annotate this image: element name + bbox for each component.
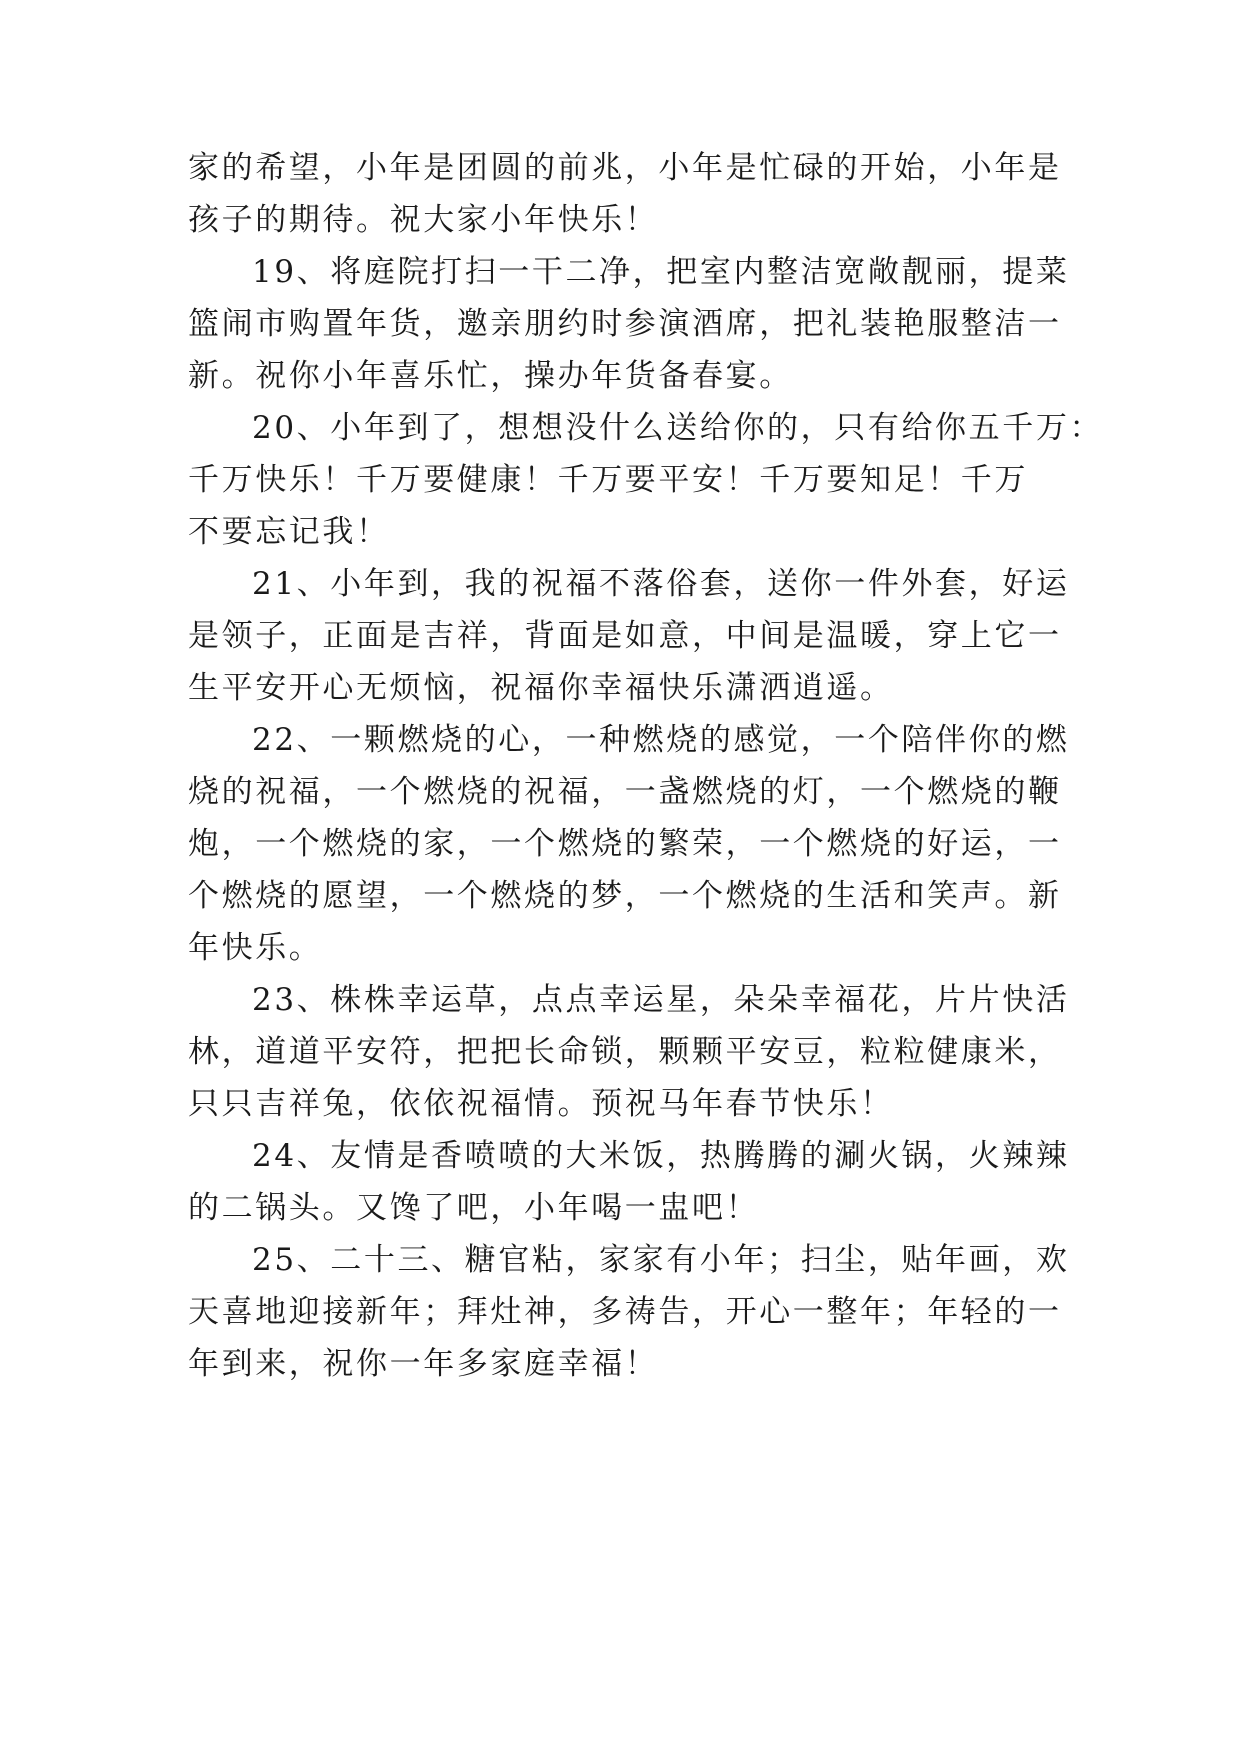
paragraph-24-start: 24、友情是香喷喷的大米饭，热腾腾的涮火锅，火辣辣 (252, 1138, 1070, 1174)
text-line: 新。祝你小年喜乐忙，操办年货备春宴。 (188, 358, 793, 394)
text-line: 千万快乐！千万要健康！千万要平安！千万要知足！千万 (188, 462, 1028, 498)
text-line: 篮闹市购置年货，邀亲朋约时参演酒席，把礼装艳服整洁一 (188, 306, 1062, 342)
text-line: 个燃烧的愿望，一个燃烧的梦，一个燃烧的生活和笑声。新 (188, 878, 1062, 914)
text-line: 林，道道平安符，把把长命锁，颗颗平安豆，粒粒健康米， (188, 1034, 1062, 1070)
text-line: 年到来，祝你一年多家庭幸福！ (188, 1346, 659, 1382)
paragraph-20-start: 20、小年到了，想想没什么送给你的，只有给你五千万： (252, 410, 1104, 446)
text-line: 年快乐。 (188, 930, 323, 966)
text-line: 的二锅头。又馋了吧，小年喝一盅吧！ (188, 1190, 760, 1226)
paragraph-23-start: 23、株株幸运草，点点幸运星，朵朵幸福花，片片快活 (252, 982, 1070, 1018)
text-line: 烧的祝福，一个燃烧的祝福，一盏燃烧的灯，一个燃烧的鞭 (188, 774, 1062, 810)
text-line: 只只吉祥兔，依依祝福情。预祝马年春节快乐！ (188, 1086, 894, 1122)
paragraph-22-start: 22、一颗燃烧的心，一种燃烧的感觉，一个陪伴你的燃 (252, 722, 1070, 758)
text-line: 不要忘记我！ (188, 514, 390, 550)
paragraph-19-start: 19、将庭院打扫一干二净，把室内整洁宽敞靓丽，提菜 (252, 254, 1070, 290)
text-line: 家的希望，小年是团圆的前兆，小年是忙碌的开始，小年是 (188, 150, 1062, 186)
text-line: 炮，一个燃烧的家，一个燃烧的繁荣，一个燃烧的好运，一 (188, 826, 1062, 862)
paragraph-25-start: 25、二十三、糖官粘，家家有小年；扫尘，贴年画，欢 (252, 1242, 1070, 1278)
text-line: 孩子的期待。祝大家小年快乐！ (188, 202, 659, 238)
text-line: 是领子，正面是吉祥，背面是如意，中间是温暖，穿上它一 (188, 618, 1062, 654)
text-line: 天喜地迎接新年；拜灶神，多祷告，开心一整年；年轻的一 (188, 1294, 1062, 1330)
paragraph-21-start: 21、小年到，我的祝福不落俗套，送你一件外套，好运 (252, 566, 1070, 602)
text-line: 生平安开心无烦恼，祝福你幸福快乐潇洒逍遥。 (188, 670, 894, 706)
